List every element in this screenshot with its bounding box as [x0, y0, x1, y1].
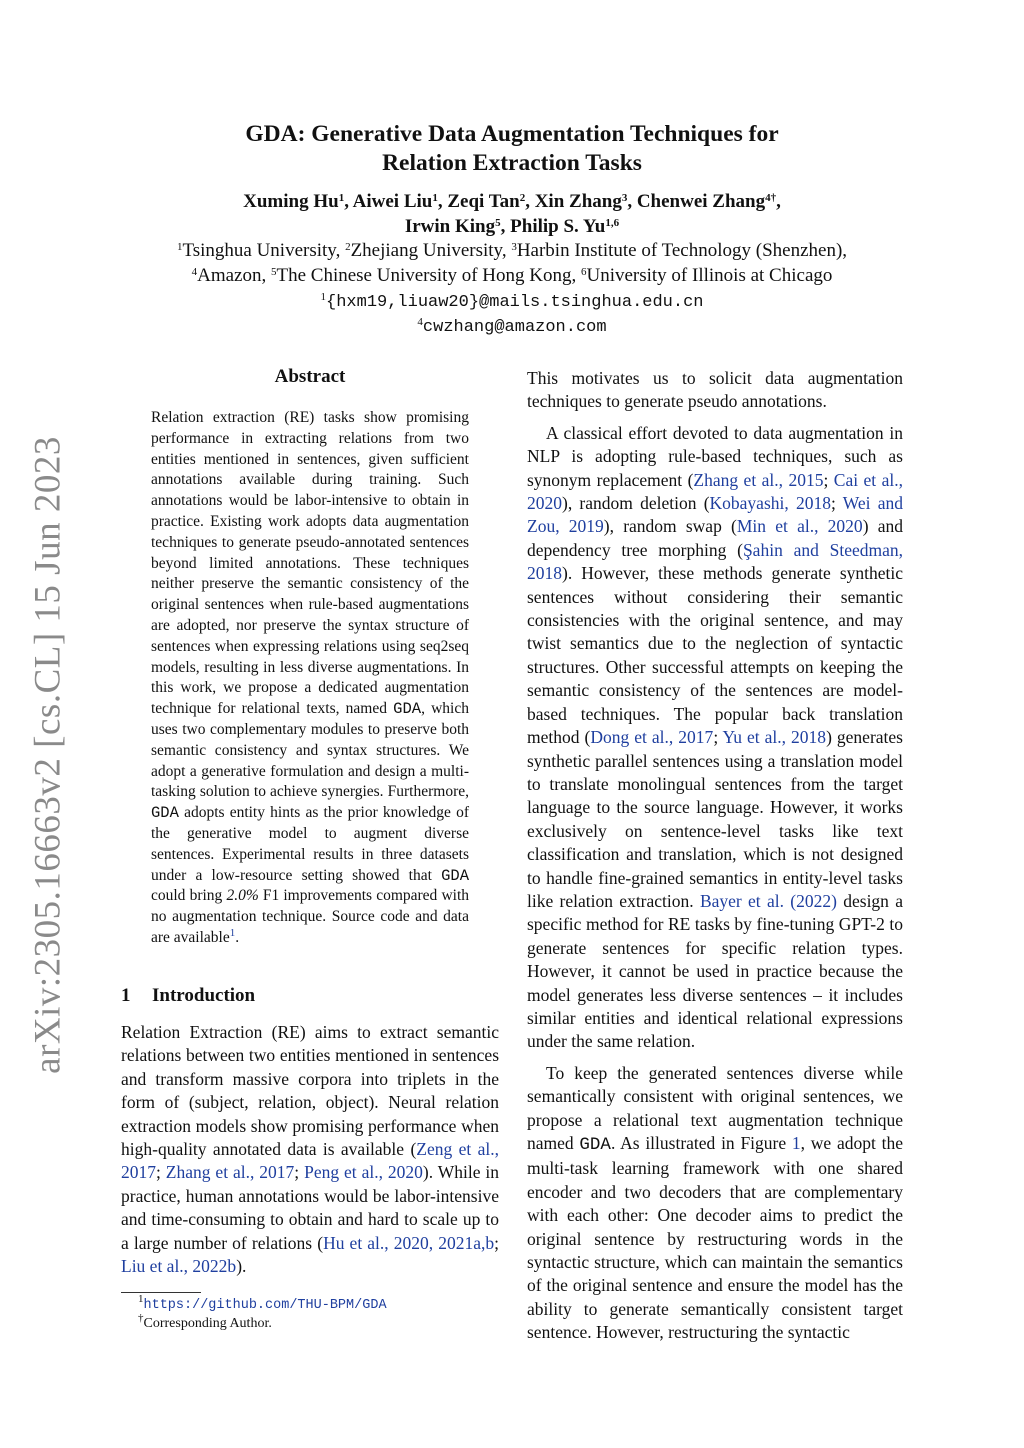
right-column [527, 367, 903, 1345]
email-line-2 [112, 313, 912, 340]
email-sup: 4 [417, 316, 423, 328]
method-name: GDA [393, 700, 422, 719]
author-name: Aiwei Liu [352, 191, 433, 212]
author-sup: 2 [519, 192, 526, 204]
citation-link[interactable]: Şahin and Steedman, 2018 [527, 539, 903, 584]
abstract-text: could bring [151, 887, 227, 905]
abstract-end: . [235, 928, 240, 946]
email-address: cwzhang@amazon.com [422, 318, 607, 337]
affiliation: The Chinese University of Hong Kong [276, 265, 572, 286]
author-name: Zeqi Tan [447, 191, 520, 212]
author-name: Xuming Hu [243, 191, 339, 212]
abstract-text: Relation extraction (RE) tasks show promising performance in extracting relations from two entities mentioned in sentences, given sufficient annotations available during training. Such annotations would be labor-intensive to obtain in practice. Existing work adopts data augmentation techniques to generate pseudo-annotated sentences beyond limited annotations. These techniques neither preserve the semantic consistency of the original sentences when rule-based augmentations are adopted, nor preserve the syntax structure of sentences when expressing relations using seq2seq models, resulting in less diverse augmentations. In this work, we propose a dedicated augmentation technique for relational texts, named [151, 409, 469, 718]
citation-link[interactable]: Zeng et al., 2017 [121, 1139, 500, 1183]
paragraph-text: To keep the generated sentences diverse while semantically consistent with original sentences, we propose a relational text augmentation technique named [527, 1062, 903, 1153]
affiliation: Zhejiang University [350, 240, 502, 261]
paragraph-text: ) generates synthetic parallel sentences using a translation model to translate monolingual sentences from the target language to the source language. However, it works exclusively on sentence-level tasks like text classification and translation, which is not designed to handle fine-grained semantics in entity-level tasks like relation extraction. [527, 727, 903, 911]
citation-link[interactable]: Dong et al., 2017 [590, 727, 714, 748]
method-name: GDA [151, 804, 179, 823]
author-name: Irwin King [404, 216, 496, 237]
paragraph-text: ), random deletion ( [562, 493, 710, 514]
citation-link[interactable]: Hu et al., 2020, 2021a,b [323, 1232, 495, 1253]
author-sup: 3 [621, 192, 628, 204]
author-sup: 5 [495, 217, 501, 229]
citation-link[interactable]: Zhang et al., 2015 [693, 469, 824, 490]
author-sup: 4† [765, 192, 777, 204]
email-line-1 [112, 288, 912, 315]
author-name: Chenwei Zhang [636, 191, 766, 212]
affiliation: Amazon [197, 265, 262, 286]
citation-link[interactable]: Min et al., 2020 [736, 516, 863, 537]
repository-link[interactable]: https://github.com/THU-BPM/GDA [143, 1298, 387, 1313]
arxiv-identifier: arXiv:2305.16663v2 [cs.CL] 15 Jun 2023 [27, 436, 69, 1074]
paragraph: This motivates us to solicit data augmentation techniques to generate pseudo annotations. [527, 368, 903, 412]
paragraph-text: ). However, these methods generate synthetic sentences without considering their semantic consistencies with the original sentence, and may twist semantics due to the neglection of syntactic structures. Other successful attempts on keeping the semantic consistency of the sentences are model-based techniques. The popular back translation method ( [527, 563, 903, 748]
citation-link[interactable]: Wei and Zou, 2019 [527, 493, 904, 537]
paragraph [527, 1062, 903, 1345]
paragraph-text: ) and dependency tree morphing ( [527, 516, 903, 560]
footnote-mark: † [138, 1312, 144, 1324]
paper-title [112, 120, 912, 178]
paragraph-text: A classical effort devoted to data augmentation in NLP is adopting rule-based techniques, such as synonym replacement ( [527, 422, 903, 490]
paragraph-text: ). While in practice, human annotations would be labor-intensive and time-consuming to obtain and hard to scale up to a large number of relations ( [121, 1162, 499, 1253]
section-number: 1 [121, 985, 131, 1006]
paragraph-text: , we adopt the multi-task learning framework with one shared encoder and two decoders that are complementary with each other: One decoder aims to predict the original sentence by restructuring words in the syntactic structure, which can maintain the semantics of the original sentence and ensure the model has the ability to generate semantically consistent target sentence. However, restructuring the syntactic [527, 1133, 903, 1343]
affiliation: Tsinghua University [182, 240, 336, 261]
author-sup: 1 [432, 192, 438, 204]
affiliation-sup: 3 [511, 241, 517, 253]
footnote-item [138, 1312, 387, 1333]
affiliation-sup: 5 [270, 266, 277, 278]
paragraph-text: ), random swap ( [603, 516, 737, 537]
paragraph-text: ). [236, 1256, 247, 1277]
intro-left-column [121, 1021, 499, 1278]
footnote-text: Corresponding Author. [143, 1316, 272, 1331]
arxiv-side-stamp [18, 436, 78, 1074]
paragraph-text: . As illustrated in Figure [610, 1133, 792, 1153]
affiliation-sup: 2 [345, 241, 351, 253]
citation-link[interactable]: Cai et al., 2020 [527, 469, 903, 514]
author-list: Xuming Hu$^1$, Aiwei Liu$^1$, Zeqi Tan$^2$, Xin Zhang$^3$, Chenwei Zhang$^{4\dagger}$, [243, 191, 781, 212]
affiliations-line-2: $^4$Amazon, $^5$The Chinese University of Hong Kong, $^6$University of Illinois at Chicago [191, 265, 833, 286]
author-name: Xin Zhang [534, 191, 622, 212]
affiliation-sup: 6 [580, 266, 587, 278]
email-sup: 1 [320, 291, 327, 303]
paragraph: Relation Extraction (RE) aims to extract semantic relations between two entities mentioned in sentences and transform massive corpora into triplets in the form of (subject, relation, object). Neural relation extraction models show promising performance when high-quality annotated data is available (Zeng et al., 2017; Zhang et al., 2017; Peng et al., 2020). While in practice, human annotations would be labor-intensive and time-consuming to obtain and hard to scale up to a large number of relations (Hu et al., 2020, 2021a,b; Liu et al., 2022b). [121, 1022, 500, 1277]
footnote-divider [121, 1292, 201, 1293]
author-name: Philip S. Yu [510, 216, 606, 237]
affiliation: Harbin Institute of Technology (Shenzhen) [516, 240, 843, 261]
f1-gain: 2.0% [226, 887, 259, 905]
abstract-text: adopts entity hints as the prior knowledge of the generative model to augment diverse sentences. Experimental results in three datasets under a low-resource setting showed that [151, 804, 469, 884]
citation-link[interactable]: Peng et al., 2020 [304, 1162, 423, 1183]
abstract-text: , which uses two complementary modules to preserve both semantic consistency and syntax structures. We adopt a generative formulation and design a multi-tasking solution to achieve synergies. Furthermore, [151, 700, 469, 801]
figure-link[interactable]: 1 [791, 1133, 801, 1153]
abstract-body [151, 408, 469, 949]
paragraph-text: design a specific method for RE tasks by fine-tuning GPT-2 to generate sentences for specific relation types. However, it cannot be used in practice because the model generates less diverse sentences – it includes similar entities and identical relational expressions under the same relation. [527, 890, 903, 1052]
section-heading [121, 985, 255, 1007]
title-line-1: GDA: Generative Data Augmentation Techniques for [245, 121, 779, 147]
author-sup: 1,6 [605, 217, 620, 229]
title-line-2: Relation Extraction Tasks [382, 150, 642, 176]
author-list-continued: Irwin King$^5$, Philip S. Yu$^{1,6}$ [404, 216, 620, 237]
citation-link[interactable]: Yu et al., 2018 [722, 727, 827, 748]
section-title: Introduction [152, 985, 256, 1006]
citation-link[interactable]: Zhang et al., 2017 [165, 1162, 295, 1183]
affiliation-sup: 4 [191, 266, 198, 278]
abstract-heading: Abstract [274, 366, 346, 387]
citation-link[interactable]: Kobayashi, 2018 [709, 493, 831, 514]
footnote-link[interactable]: 1 [229, 926, 236, 939]
footnote-mark: 1 [138, 1293, 144, 1305]
email-address: {hxm19,liuaw20}@mails.tsinghua.edu.cn [326, 293, 704, 312]
citation-link[interactable]: Liu et al., 2022b [121, 1256, 237, 1277]
footnote-item [138, 1293, 387, 1315]
affiliation-sup: 1 [176, 241, 183, 253]
citation-link[interactable]: Bayer et al. (2022) [699, 890, 837, 911]
footnotes [138, 1293, 387, 1333]
affiliations-line-1: $^1$Tsinghua University, $^2$Zhejiang University, $^3$Harbin Institute of Technology (Shenzhen), [176, 240, 848, 261]
paragraph: A classical effort devoted to data augmentation in NLP is adopting rule-based techniques, such as synonym replacement (Zhang et al., 2015; Cai et al., 2020), random deletion (Kobayashi, 2018; Wei and Zou, 2019), random swap (Min et al., 2020) and dependency tree morphing (Şahin and Steedman, 2018). However, these methods generate synthetic sentences without considering their semantic consistencies with the original sentence, and may twist semantics due to the neglection of syntactic structures. Other successful attempts on keeping the semantic consistency of the sentences are model-based techniques. The popular back translation method (Dong et al., 2017; Yu et al., 2018) generates synthetic parallel sentences using a translation model to translate monolingual sentences from the target language to the source language. However, it works exclusively on sentence-level tasks like text classification and translation, which is not designed to handle fine-grained semantics in entity-level tasks like relation extraction. Bayer et al. (2022) design a specific method for RE tasks by fine-tuning GPT-2 to generate sentences for specific relation types. However, it cannot be used in practice because the model generates less diverse sentences – it includes similar entities and identical relational expressions under the same relation. [527, 422, 904, 1052]
method-name: GDA [579, 1135, 611, 1155]
paragraph-text: Relation Extraction (RE) aims to extract semantic relations between two entities mentioned in sentences and transform massive corpora into triplets in the form of (subject, relation, object). Neural relation extraction models show promising performance when high-quality annotated data is available ( [121, 1022, 499, 1160]
affiliation: University of Illinois at Chicago [586, 265, 833, 286]
abstract-text: F1 improvements compared with no augmentation technique. Source code and data are available [151, 887, 469, 946]
method-name: GDA [441, 866, 469, 885]
author-sup: 1 [338, 192, 345, 204]
